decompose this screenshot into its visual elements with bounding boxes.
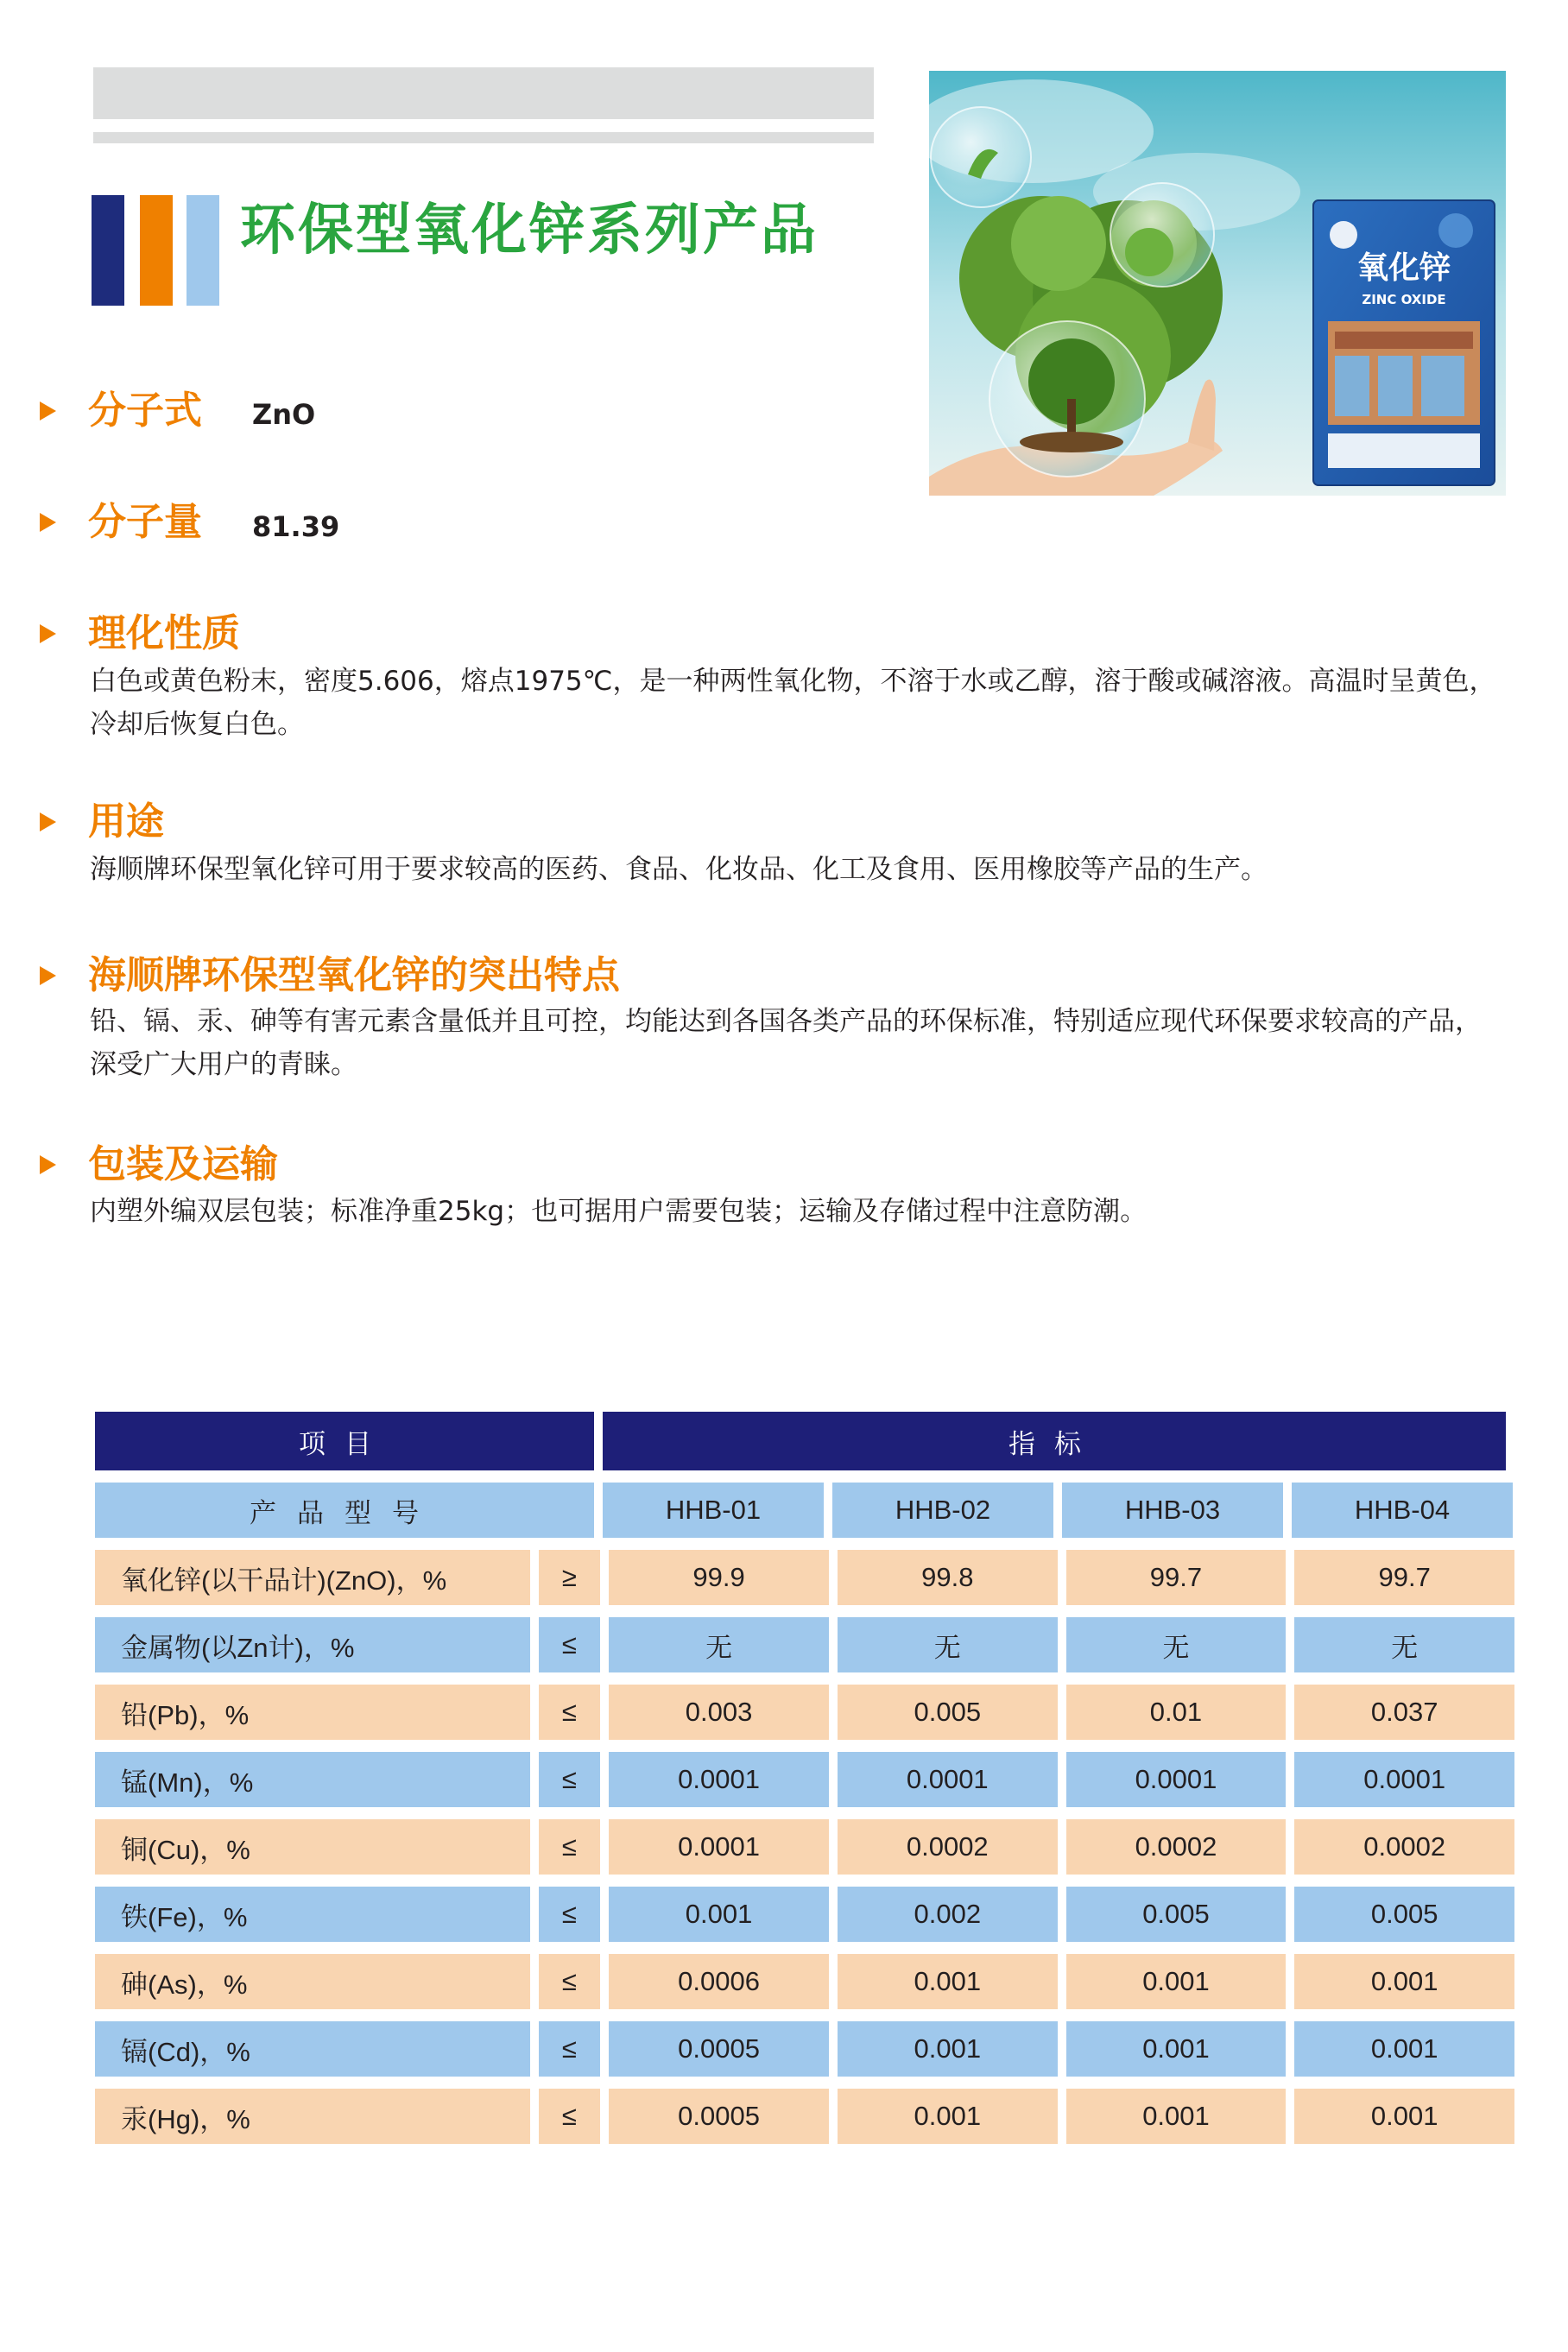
packaging-text: 内塑外编双层包装；标准净重25kg；也可据用户需要包装；运输及存储过程中注意防潮。 — [90, 1196, 1148, 1227]
row-value: 0.0001 — [609, 1819, 829, 1875]
usage-text: 海顺牌环保型氧化锌可用于要求较高的医药、食品、化妆品、化工及食用、医用橡胶等产品的生产。 — [90, 854, 1268, 885]
row-value: 无 — [1294, 1617, 1514, 1672]
row-value: 0.0006 — [609, 1954, 829, 2009]
row-value: 0.005 — [1294, 1887, 1514, 1942]
weight-label: 分子量 — [88, 500, 202, 544]
product-photo — [929, 71, 1506, 496]
formula-value: ZnO — [252, 398, 316, 431]
row-value: 0.001 — [1294, 2089, 1514, 2144]
bag-subtitle: ZINC OXIDE — [1362, 292, 1446, 307]
row-value: 0.001 — [1294, 2021, 1514, 2077]
weight-value: 81.39 — [252, 510, 340, 543]
header-bar-thin — [93, 132, 874, 143]
features-label: 海顺牌环保型氧化锌的突出特点 — [88, 953, 620, 997]
bullet-arrow-icon — [40, 1155, 56, 1174]
row-name: 铁(Fe)，% — [95, 1887, 530, 1942]
spec-table — [95, 1412, 1514, 2156]
header-bar-top — [93, 67, 874, 119]
table-row — [95, 1617, 1514, 1672]
row-value: 0.0002 — [1066, 1819, 1287, 1875]
table-row — [95, 1685, 1514, 1740]
model-cell: HHB-02 — [832, 1483, 1053, 1538]
properties-text: 白色或黄色粉末，密度5.606，熔点1975℃，是一种两性氧化物，不溶于水或乙醇，溶于酸或碱溶液。高温时呈黄色，冷却后恢复白色。 — [90, 666, 1496, 740]
row-value: 0.001 — [1294, 1954, 1514, 2009]
row-name: 锰(Mn)，% — [95, 1752, 530, 1807]
row-value: 0.0005 — [609, 2089, 829, 2144]
row-value: 99.7 — [1294, 1550, 1514, 1605]
accent-bar-orange — [140, 195, 173, 306]
bag-title: 氧化锌 — [1356, 250, 1451, 286]
row-value: 0.01 — [1066, 1685, 1287, 1740]
table-row — [95, 1887, 1514, 1942]
row-name: 镉(Cd)，% — [95, 2021, 530, 2077]
row-value: 0.005 — [838, 1685, 1058, 1740]
row-value: 无 — [1066, 1617, 1287, 1672]
formula-label: 分子式 — [88, 389, 202, 433]
row-value: 0.037 — [1294, 1685, 1514, 1740]
table-row — [95, 2021, 1514, 2077]
features-text: 铅、镉、汞、砷等有害元素含量低并且可控，均能达到各国各类产品的环保标准，特别适应现代环保要求较高的产品，深受广大用户的青睐。 — [90, 1006, 1482, 1080]
row-value: 0.001 — [838, 1954, 1058, 2009]
row-name: 汞(Hg)，% — [95, 2089, 530, 2144]
row-value: 0.0002 — [1294, 1819, 1514, 1875]
row-value: 0.0002 — [838, 1819, 1058, 1875]
header-index: 指标 — [603, 1412, 1506, 1470]
row-value: 0.001 — [838, 2089, 1058, 2144]
row-comparator: ≤ — [539, 1819, 601, 1875]
row-name: 氧化锌(以干品计)(ZnO)，% — [95, 1550, 530, 1605]
row-comparator: ≥ — [539, 1550, 601, 1605]
bullet-arrow-icon — [40, 966, 56, 985]
row-value: 0.001 — [838, 2021, 1058, 2077]
row-name: 金属物(以Zn计)，% — [95, 1617, 530, 1672]
table-row — [95, 1819, 1514, 1875]
row-value: 0.001 — [1066, 2021, 1287, 2077]
model-label: 产品型号 — [95, 1483, 594, 1538]
row-name: 砷(As)，% — [95, 1954, 530, 2009]
row-comparator: ≤ — [539, 1954, 601, 2009]
usage-label: 用途 — [88, 800, 164, 844]
accent-bar-navy — [92, 195, 124, 306]
row-value: 0.003 — [609, 1685, 829, 1740]
row-value: 0.005 — [1066, 1887, 1287, 1942]
row-value: 0.001 — [609, 1887, 829, 1942]
table-row — [95, 1550, 1514, 1605]
row-value: 0.0005 — [609, 2021, 829, 2077]
row-comparator: ≤ — [539, 1617, 601, 1672]
row-comparator: ≤ — [539, 2089, 601, 2144]
bullet-arrow-icon — [40, 624, 56, 643]
row-comparator: ≤ — [539, 1752, 601, 1807]
header-item: 项目 — [95, 1412, 594, 1470]
bullet-arrow-icon — [40, 812, 56, 831]
table-row — [95, 1954, 1514, 2009]
bullet-arrow-icon — [40, 401, 56, 420]
table-row — [95, 1752, 1514, 1807]
row-comparator: ≤ — [539, 1685, 601, 1740]
row-comparator: ≤ — [539, 1887, 601, 1942]
model-cell: HHB-04 — [1292, 1483, 1513, 1538]
table-header-row — [95, 1412, 1514, 1470]
row-value: 0.002 — [838, 1887, 1058, 1942]
row-value: 0.0001 — [838, 1752, 1058, 1807]
properties-label: 理化性质 — [88, 611, 240, 655]
row-name: 铜(Cu)，% — [95, 1819, 530, 1875]
model-cell: HHB-01 — [603, 1483, 824, 1538]
row-value: 0.001 — [1066, 1954, 1287, 2009]
row-value: 0.0001 — [1294, 1752, 1514, 1807]
model-row — [95, 1483, 1514, 1538]
row-value: 99.7 — [1066, 1550, 1287, 1605]
row-value: 99.8 — [838, 1550, 1058, 1605]
bullet-arrow-icon — [40, 513, 56, 532]
row-value: 无 — [838, 1617, 1058, 1672]
row-value: 无 — [609, 1617, 829, 1672]
row-name: 铅(Pb)，% — [95, 1685, 530, 1740]
row-value: 99.9 — [609, 1550, 829, 1605]
row-value: 0.001 — [1066, 2089, 1287, 2144]
model-cell: HHB-03 — [1062, 1483, 1283, 1538]
row-value: 0.0001 — [609, 1752, 829, 1807]
table-row — [95, 2089, 1514, 2144]
row-value: 0.0001 — [1066, 1752, 1287, 1807]
accent-bar-lightblue — [187, 195, 219, 306]
row-comparator: ≤ — [539, 2021, 601, 2077]
page-title: 环保型氧化锌系列产品 — [240, 199, 819, 262]
packaging-label: 包装及运输 — [88, 1142, 278, 1186]
